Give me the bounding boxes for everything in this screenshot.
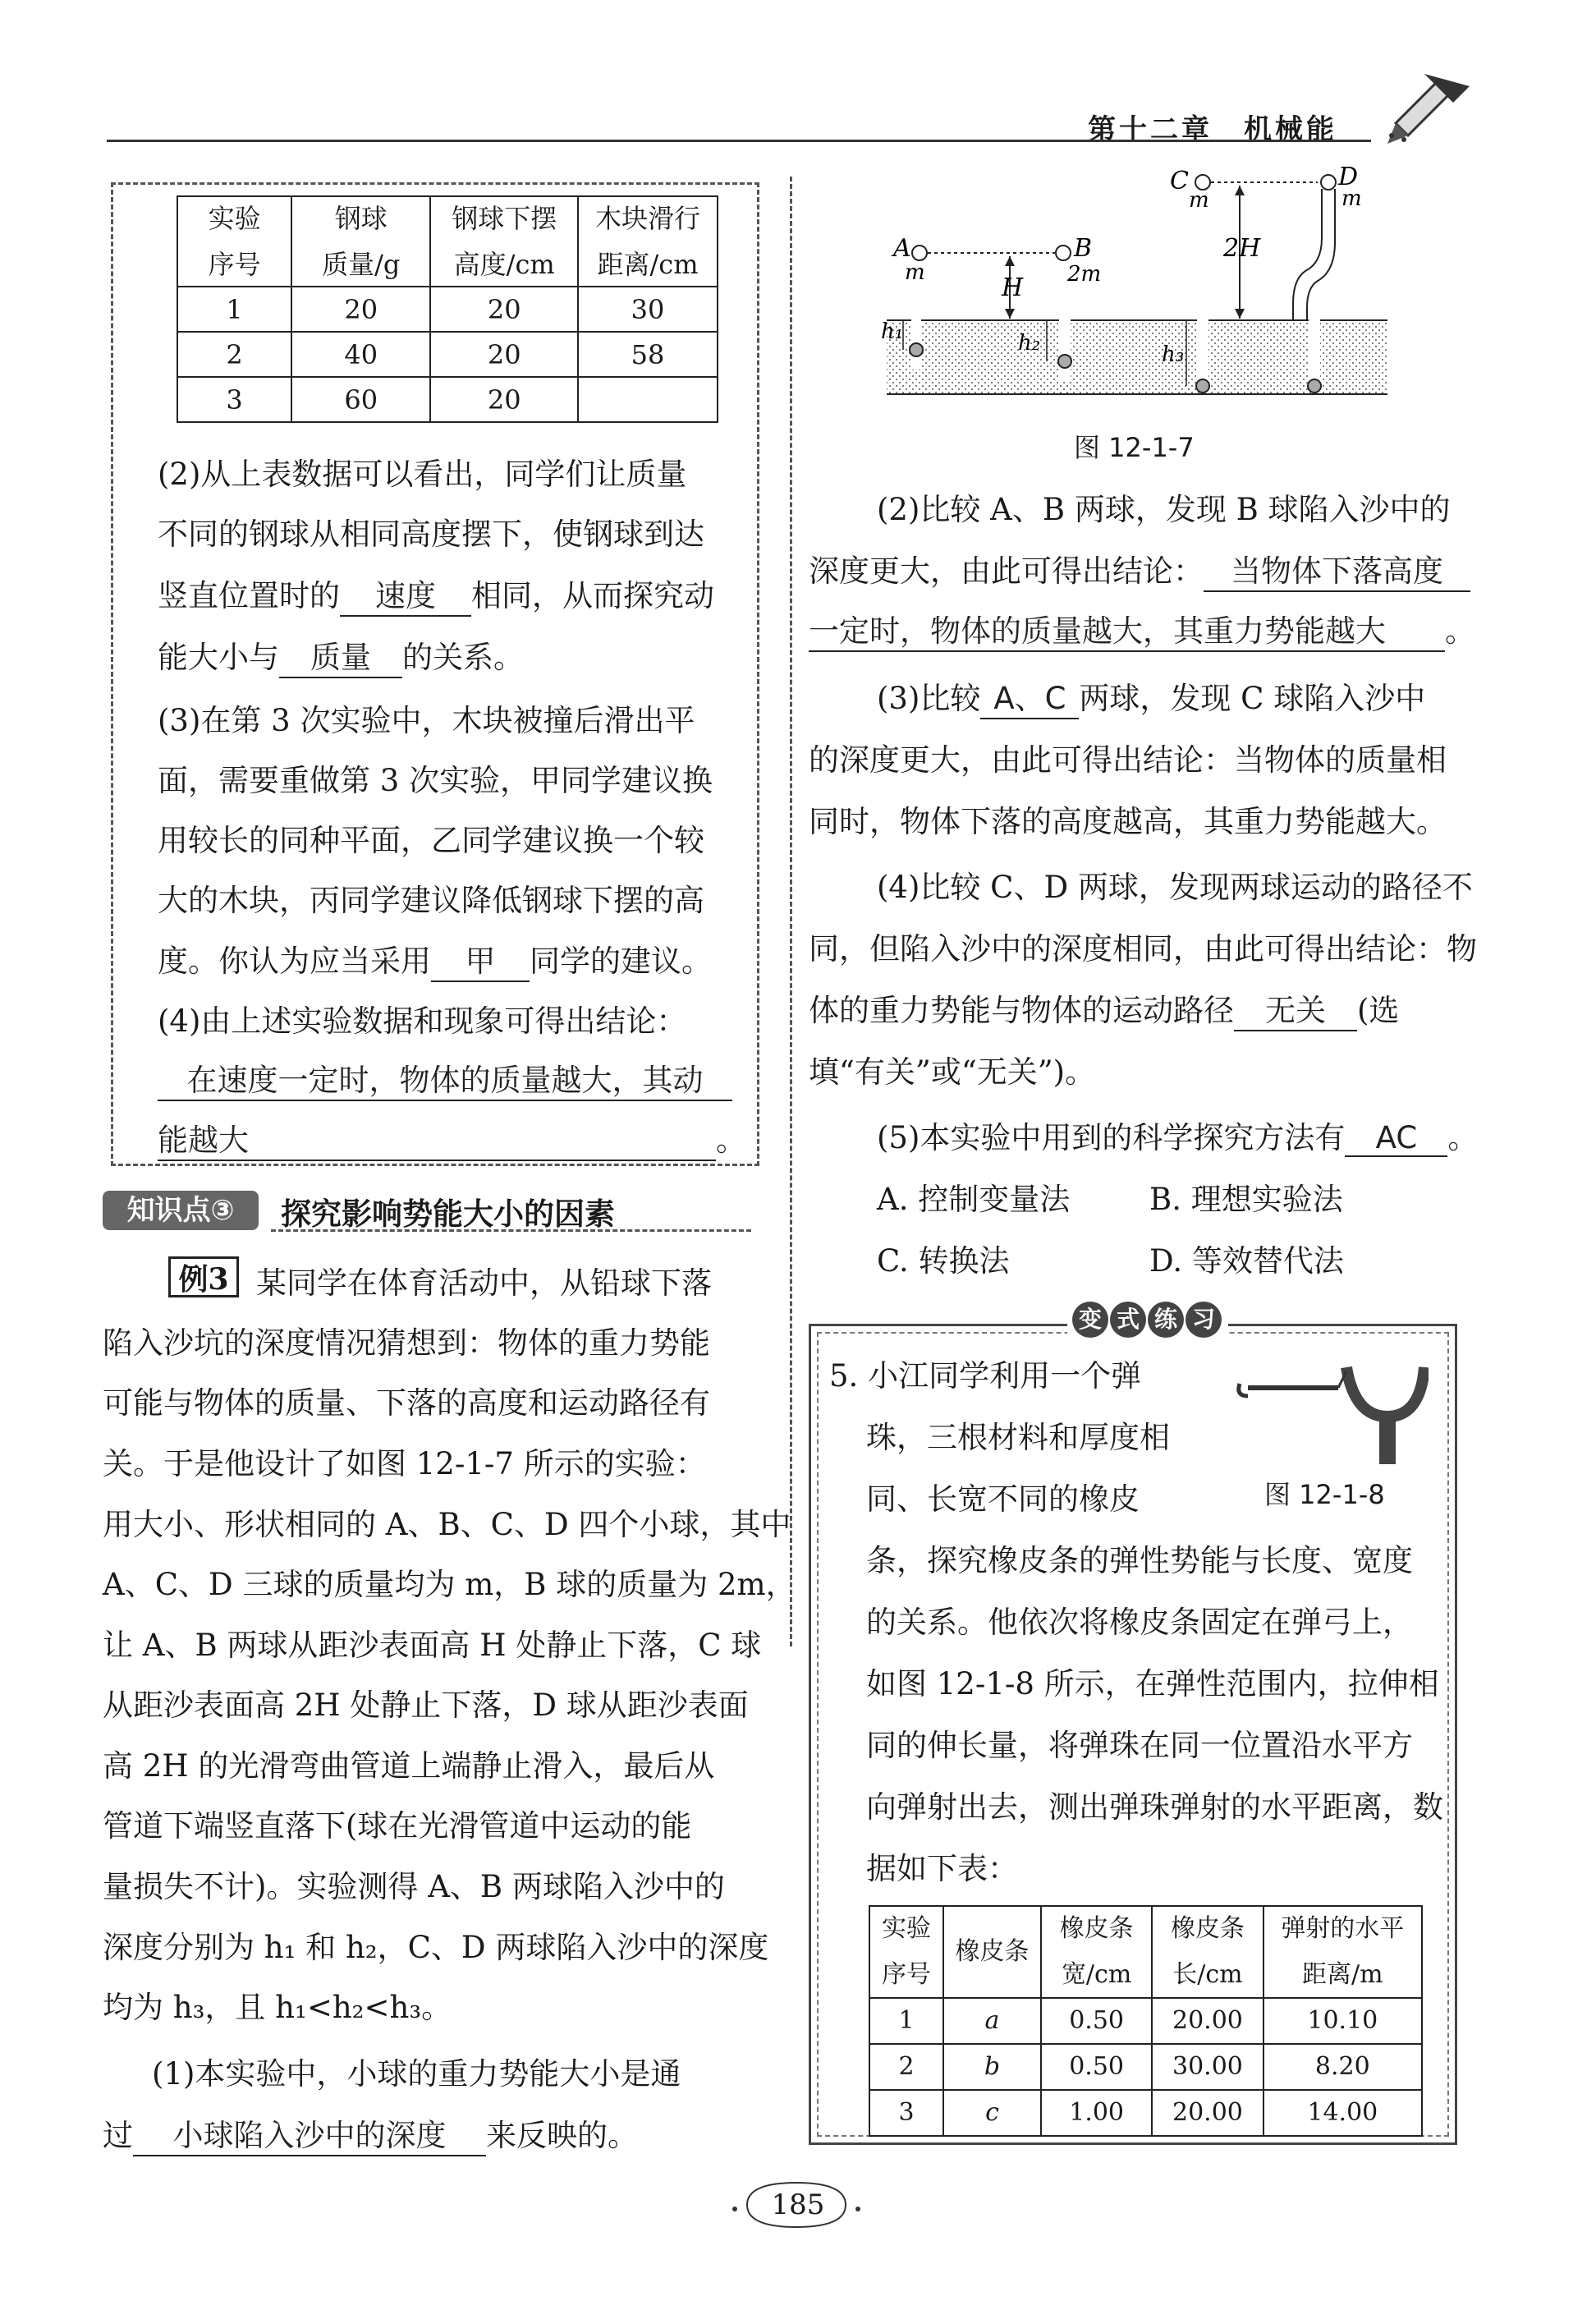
q4-line1: (4)由上述实验数据和现象可得出结论： <box>158 1003 687 1039</box>
svg-text:H: H <box>1002 273 1024 302</box>
q2-line2: 不同的钢球从相同高度摆下，使钢球到达 <box>158 517 704 552</box>
q5-line: 同的伸长量，将弹珠在同一位置沿水平方 <box>866 1728 1413 1763</box>
answer-speed: 速度 <box>340 571 471 617</box>
example-line: 关。于是他设计了如图 12-1-7 所示的实验： <box>103 1446 706 1481</box>
q2-line3: 竖直位置时的 速度 相同，从而探究动 <box>158 571 714 617</box>
r-q3-line1: (3)比较 A、C 两球，发现 C 球陷入沙中 <box>877 673 1425 719</box>
q2-line1: (2)从上表数据可以看出，同学们让质量 <box>158 457 687 492</box>
variant-badge: 变 式 练 习 <box>1067 1302 1228 1344</box>
knowledge-badge: 知识点③ <box>103 1191 259 1230</box>
svg-text:h₃: h₃ <box>1162 342 1185 367</box>
svg-text:m: m <box>1189 188 1209 213</box>
q3-line2: 面，需要重做第 3 次实验，甲同学建议换 <box>158 763 713 798</box>
r-q5-line1: (5)本实验中用到的科学探究方法有 AC 。 <box>877 1120 1479 1155</box>
q1-line1: (1)本实验中，小球的重力势能大小是通 <box>152 2056 681 2092</box>
q4-answer-line1: 在速度一定时，物体的质量越大，其动 <box>158 1055 732 1101</box>
option-c: C. 转换法 <box>877 1243 1010 1279</box>
q3-line5: 度。你认为应当采用 甲 同学的建议。 <box>158 936 712 982</box>
svg-text:2H: 2H <box>1223 234 1261 263</box>
r-q4-line4: 填“有关”或“无关”)。 <box>809 1054 1096 1090</box>
table-row: 3 60 20 <box>177 377 718 422</box>
example-line: 高 2H 的光滑弯曲管道上端静止滑入，最后从 <box>103 1748 715 1784</box>
example-line: 量损失不计)。实验测得 A、B 两球陷入沙中的 <box>103 1869 725 1904</box>
th-3: 橡皮条 宽/cm <box>1041 1906 1152 1998</box>
q5-line: 向弹射出去，测出弹珠弹射的水平距离，数 <box>866 1789 1443 1825</box>
slingshot-icon <box>1231 1351 1429 1474</box>
table-steel-ball <box>177 195 718 423</box>
r-q2-line2: 深度更大，由此可得出结论： 当物体下落高度 <box>809 546 1470 592</box>
q4-answer-line2: 能越大 。 <box>158 1115 746 1161</box>
header-rule <box>107 140 1371 142</box>
r-q2-line3: 一定时，物体的质量越大，其重力势能越大 。 <box>809 606 1475 652</box>
example-line: 用大小、形状相同的 A、B、C、D 四个小球，其中 <box>103 1507 791 1542</box>
q5-line: 据如下表： <box>866 1851 1018 1886</box>
figure-sand-experiment <box>878 164 1404 411</box>
table-rubber-band <box>869 1905 1423 2137</box>
example-line: 某同学在体育活动中，从铅球下落 <box>256 1265 712 1301</box>
th-5: 弹射的水平 距离/m <box>1264 1906 1422 1998</box>
q3-line3: 用较长的同种平面，乙同学建议换一个较 <box>158 823 704 858</box>
svg-text:h₁: h₁ <box>881 319 904 344</box>
th-3: 钢球下摆 高度/cm <box>430 196 578 287</box>
pencil-hat-icon <box>1379 66 1478 148</box>
th-4: 橡皮条 长/cm <box>1152 1906 1263 1998</box>
chapter-title: 第十二章 机械能 <box>1088 113 1337 146</box>
r-q4-line1: (4)比较 C、D 两球，发现两球运动的路径不 <box>877 870 1473 905</box>
figure-caption-12-1-8: 图 12-1-8 <box>1264 1479 1385 1510</box>
option-a: A. 控制变量法 <box>877 1182 1071 1217</box>
th-1: 实验 序号 <box>869 1906 943 1998</box>
q5-line: 条，探究橡皮条的弹性势能与长度、宽度 <box>866 1543 1413 1578</box>
q5-line: 的关系。他依次将橡皮条固定在弹弓上， <box>866 1605 1413 1640</box>
q5-line: 如图 12-1-8 所示，在弹性范围内，拉伸相 <box>866 1666 1439 1702</box>
option-d: D. 等效替代法 <box>1149 1243 1344 1279</box>
th-2: 橡皮条 <box>943 1906 1041 1998</box>
q3-line1: (3)在第 3 次实验中，木块被撞后滑出平 <box>158 703 695 738</box>
q3-line4: 大的木块，丙同学建议降低钢球下摆的高 <box>158 883 704 918</box>
example-line: 深度分别为 h₁ 和 h₂，C、D 两球陷入沙中的深度 <box>103 1930 769 1965</box>
page-number: 185 <box>771 2188 825 2221</box>
example-line: A、C、D 三球的质量均为 m，B 球的质量为 2m， <box>103 1567 796 1602</box>
r-q3-line2: 的深度更大，由此可得出结论：当物体的质量相 <box>809 742 1447 778</box>
example-line: 让 A、B 两球从距沙表面高 H 处静止下落，C 球 <box>103 1628 762 1663</box>
q2-line4: 能大小与 质量 的关系。 <box>158 632 524 678</box>
r-q4-line3: 体的重力势能与物体的运动路径 无关 (选 <box>809 985 1399 1031</box>
knowledge-title: 探究影响势能大小的因素 <box>281 1196 615 1232</box>
label-D: D <box>1338 164 1359 191</box>
label-C: C <box>1170 167 1189 195</box>
r-q2-line1: (2)比较 A、B 两球，发现 B 球陷入沙中的 <box>877 492 1451 527</box>
example-badge: 例3 <box>168 1256 239 1297</box>
label-B: B <box>1074 234 1093 263</box>
r-q3-line3: 同时，物体下落的高度越高，其重力势能越大。 <box>809 804 1447 839</box>
table-row: 1 a 0.50 20.00 10.10 <box>869 1998 1422 2044</box>
q5-line: 同、长宽不同的橡皮 <box>866 1481 1140 1517</box>
answer-mass: 质量 <box>279 632 402 678</box>
svg-text:h₂: h₂ <box>1018 331 1041 356</box>
example-line: 可能与物体的质量、下落的高度和运动路径有 <box>103 1385 710 1421</box>
answer-jia: 甲 <box>431 936 530 982</box>
svg-text:2m: 2m <box>1067 262 1102 287</box>
table-row: 2 40 20 58 <box>177 332 718 377</box>
label-A: A <box>893 234 911 263</box>
example-line: 从距沙表面高 2H 处静止下落，D 球从距沙表面 <box>103 1688 749 1723</box>
th-1: 实验 序号 <box>177 196 291 287</box>
r-q4-line2: 同，但陷入沙中的深度相同，由此可得出结论：物 <box>809 931 1477 967</box>
column-divider <box>790 177 792 1646</box>
table-row: 1 20 20 30 <box>177 287 718 332</box>
th-4: 木块滑行 距离/cm <box>578 196 718 287</box>
option-b: B. 理想实验法 <box>1149 1182 1343 1217</box>
q5-line: 5. 小江同学利用一个弹 <box>829 1358 1142 1394</box>
svg-text:m: m <box>905 260 925 285</box>
table-row: 3 c 1.00 20.00 14.00 <box>869 2090 1422 2136</box>
svg-text:m: m <box>1341 186 1362 211</box>
example-line: 陷入沙坑的深度情况猜想到：物体的重力势能 <box>103 1325 710 1361</box>
figure-caption-12-1-7: 图 12-1-7 <box>1074 432 1195 463</box>
knowledge-underline <box>271 1229 751 1232</box>
answer-sand-depth: 小球陷入沙中的深度 <box>133 2110 486 2156</box>
q1-line2: 过 小球陷入沙中的深度 来反映的。 <box>103 2110 638 2156</box>
th-2: 钢球 质量/g <box>291 196 430 287</box>
q5-line: 珠，三根材料和厚度相 <box>866 1420 1170 1455</box>
example-line: 管道下端竖直落下(球在光滑管道中运动的能 <box>103 1808 692 1844</box>
example-line: 均为 h₃，且 h₁<h₂<h₃。 <box>103 1990 452 2025</box>
table-row: 2 b 0.50 30.00 8.20 <box>869 2044 1422 2090</box>
